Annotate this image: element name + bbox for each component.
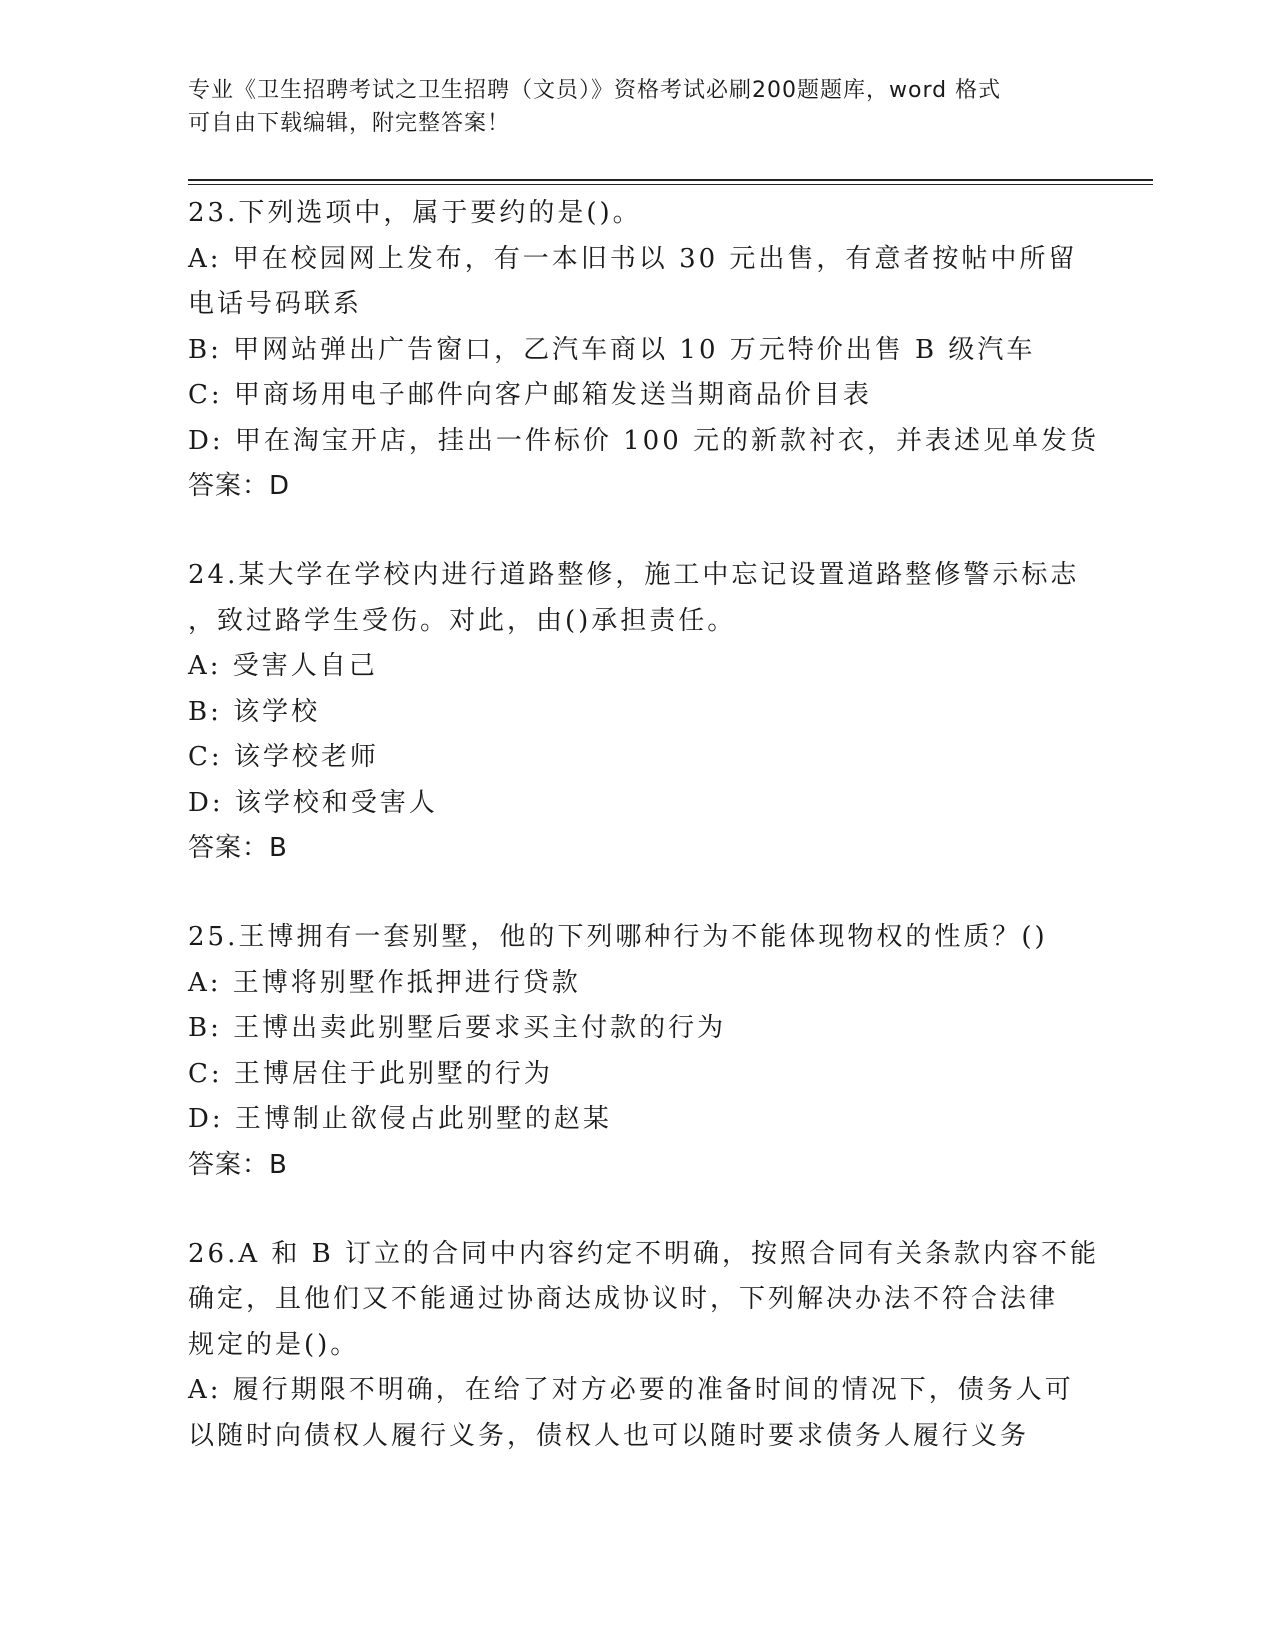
option-c: C: 王博居住于此别墅的行为 [188, 1058, 553, 1089]
question-stem: 25.王博拥有一套别墅，他的下列哪种行为不能体现物权的性质？() [188, 922, 1048, 952]
option-a: A: 受害人自己 [188, 651, 378, 681]
option-b: B: 甲网站弹出广告窗口，乙汽车商以 10 万元特价出售 B 级汽车 [188, 334, 1036, 365]
question-stem-continued: 确定，且他们又不能通过协商达成协议时，下列解决办法不符合法律 [188, 1284, 1059, 1314]
question-stem-continued: ，致过路学生受伤。对此，由()承担责任。 [188, 605, 737, 636]
option-d: D: 甲在淘宝开店，挂出一件标价 100 元的新款衬衣，并表述见单发货 [188, 425, 1100, 456]
answer-line: 答案：B [188, 1149, 288, 1180]
question-list [188, 191, 1100, 1503]
header-line-2: 可自由下载编辑，附完整答案！ [188, 111, 511, 136]
option-c: C: 该学校老师 [188, 742, 379, 772]
page-header [188, 74, 1088, 140]
answer-line: 答案：D [188, 471, 291, 501]
option-b: B: 该学校 [188, 696, 321, 727]
question-26 [188, 1232, 1100, 1460]
option-a: A: 履行期限不明确，在给了对方必要的准备时间的情况下，债务人可 [188, 1375, 1074, 1405]
option-d: D: 该学校和受害人 [188, 787, 438, 818]
question-stem-continued: 规定的是()。 [188, 1329, 360, 1360]
question-stem: 24.某大学在学校内进行道路整修，施工中忘记设置道路整修警示标志 [188, 560, 1080, 590]
question-23 [188, 191, 1100, 509]
option-a: A: 王博将别墅作抵押进行贷款 [188, 967, 581, 998]
question-25 [188, 915, 1088, 1188]
question-stem: 23.下列选项中，属于要约的是()。 [188, 198, 642, 228]
header-divider-thick [188, 179, 1153, 181]
answer-line: 答案：B [188, 833, 288, 863]
question-24 [188, 553, 1088, 871]
header-line-1: 专业《卫生招聘考试之卫生招聘（文员）》资格考试必刷200题题库，word 格式 [188, 78, 1002, 103]
option-c: C: 甲商场用电子邮件向客户邮箱发送当期商品价目表 [188, 380, 872, 410]
option-b: B: 王博出卖此别墅后要求买主付款的行为 [188, 1013, 727, 1043]
option-a-continued: 以随时向债权人履行义务，债权人也可以随时要求债务人履行义务 [188, 1420, 1030, 1451]
header-divider-thin [188, 184, 1153, 185]
question-stem: 26.A 和 B 订立的合同中内容约定不明确，按照合同有关条款内容不能 [188, 1238, 1100, 1269]
option-a-continued: 电话号码联系 [188, 289, 363, 319]
option-a: A: 甲在校园网上发布，有一本旧书以 30 元出售，有意者按帖中所留 [188, 243, 1078, 274]
option-d: D: 王博制止欲侵占此别墅的赵某 [188, 1104, 612, 1134]
